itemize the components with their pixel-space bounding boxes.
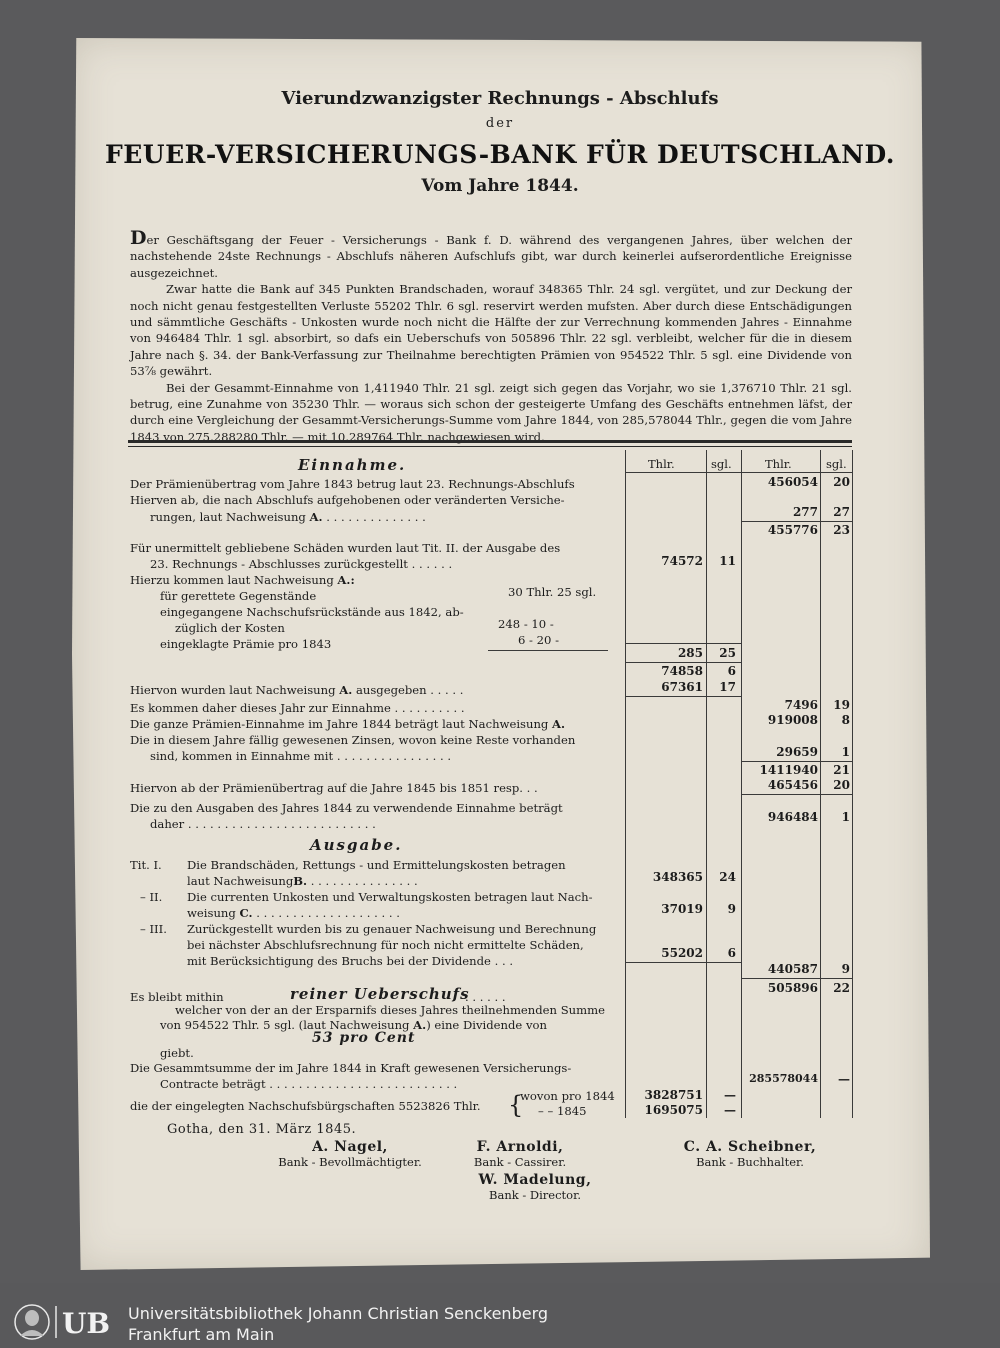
dots: . . . . . . (465, 990, 506, 1004)
nachschuss-1844-label: wovon pro 1844 (520, 1089, 615, 1103)
intro-paragraph-3: Bei der Gesammt-Einnahme von 1,411940 Thlr. 21 sgl. zeigt sich gegen das Vorjahr, wo sie 1,376710 Thlr. 21 sgl. betrug, eine Zunahme von 35230 Thlr. — woraus sich schon der gesteigerte Umfang des Geschäfts entnehmen läfst, der durch eine Vergleichung der Gesammt-Versicherungs-Summe vom Jahre 1844, von 285,578044 Thlr., gegen die vom Jahre 1843 von 275,288280 Thlr. — mit 10,289764 Thlr. nachgewiesen wird. (130, 380, 852, 444)
signature-madelung (445, 1172, 625, 1202)
signature-name: A. Nagel, (312, 1139, 388, 1155)
gesamt-row-2: Contracte beträgt . . . . . . . . . . . . . . . . . . . . . . . . . . (160, 1077, 458, 1091)
signature-role: Bank - Buchhalter. (696, 1155, 804, 1169)
ausgabe-tit-1a: Die Brandschäden, Rettungs - und Ermittelungskosten betragen (187, 858, 566, 872)
value: 1 (841, 810, 850, 824)
value: 6 (727, 664, 736, 678)
value: 1411940 (759, 763, 818, 777)
intro-paragraph-2: Zwar hatte die Bank auf 345 Punkten Brandschaden, worauf 348365 Thlr. 24 sgl. vergütet, und zur Deckung der noch nicht genau festgestellten Verluste 55202 Thlr. 6 sgl. reservirt werden mufsten. Aber durch diese Entschädigungen und sämmtliche Geschäfts - Unkosten wurde noch nicht die Hälfte der zur Verrechnung kommenden Jahres - Einnahme von 946484 Thlr. 1 sgl. absorbirt, so dafs ein Ueberschufs von 505896 Thlr. 22 sgl. verbleibt, welcher für die in diesem Jahre nach §. 34. der Bank-Verfassung zur Theilnahme berechtigten Prämien von 954522 Thlr. 5 sgl. eine Dividende von 53⅞ gewährt. (130, 282, 852, 379)
value: 22 (833, 981, 850, 995)
title-line-2: der (485, 116, 515, 131)
value: 285 (677, 646, 703, 660)
value: 19 (833, 698, 850, 712)
value: 465456 (767, 778, 818, 792)
value: 37019 (661, 902, 703, 916)
ueberschuss-row-1 (130, 990, 224, 1004)
einnahme-row-5 (130, 717, 565, 731)
signature-role: Bank - Director. (489, 1188, 581, 1202)
column-line (852, 450, 853, 1118)
value: 27 (833, 505, 850, 519)
sum-line (625, 696, 741, 697)
value: 9 (841, 962, 850, 976)
ref-a: A. (552, 717, 566, 731)
brace: { (508, 1091, 524, 1119)
einnahme-row-2a: Für unermittelt gebliebene Schäden wurden laut Tit. II. der Ausgabe des (130, 541, 561, 555)
einnahme-row-2e: eingegangene Nachschufsrückstände aus 1842, ab- (160, 605, 464, 619)
col-header-thlr-1: Thlr. (648, 457, 675, 471)
value: 277 (792, 505, 818, 519)
value: 3828751 (644, 1088, 703, 1102)
column-line (706, 450, 707, 1118)
value: 919008 (767, 713, 818, 727)
value: 456054 (767, 475, 818, 489)
intro-paragraph-1 (130, 227, 852, 281)
einnahme-row-2d-value: 30 Thlr. 25 sgl. (508, 585, 597, 599)
value: 74572 (661, 554, 703, 568)
intro-text (130, 227, 852, 445)
sum-line (741, 521, 852, 522)
signature-role: Bank - Cassirer. (473, 1155, 567, 1169)
signature-name: C. A. Scheibner, (683, 1139, 817, 1155)
einnahme-row-7: Hiervon ab der Prämienübertrag auf die Jahre 1845 bis 1851 resp. . . (130, 781, 538, 795)
title-bank-name: FEUER-VERSICHERUNGS-BANK FÜR DEUTSCHLAND. (104, 140, 896, 169)
ausgabe-tit-2-label: – II. (140, 890, 163, 904)
value: — (724, 1103, 736, 1117)
einnahme-row-4: Es kommen daher dieses Jahr zur Einnahme . . . . . . . . . . (130, 701, 465, 715)
ausgabe-tit-1b: laut NachweisungB. . . . . . . . . . . . . . . . (187, 874, 418, 888)
sum-line (625, 662, 741, 663)
value: 1695075 (644, 1103, 703, 1117)
gesamt-row-2-text: Contracte beträgt (160, 1077, 266, 1091)
einnahme-row-8b: daher . . . . . . . . . . . . . . . . . . . . . . . . . . (150, 817, 376, 831)
ausgabe-tit-3c-text: mit Berücksichtigung des Bruchs bei der Dividende (187, 954, 491, 968)
ub-logo-text: UB (62, 1307, 111, 1340)
ueberschuss-row-3-tail: ) eine Dividende von (426, 1018, 547, 1032)
intro-p1-text: er Geschäftsgang der Feuer - Versicherungs - Bank f. D. während des vergangenen Jahres, über welchen der nachstehende 24ste Rechnungs - Abschlufs näheren Aufschlufs gibt, war durch keinerlei aufserordentliche Ereignisse ausgezeichnet. (130, 233, 852, 280)
einnahme-row-2g: eingeklagte Prämie pro 1843 (160, 637, 332, 651)
value: 1 (841, 745, 850, 759)
title-year: Vom Jahre 1844. (421, 176, 579, 196)
einnahme-row-7-text: Hiervon ab der Prämienübertrag auf die Jahre 1845 bis 1851 resp. (130, 781, 523, 795)
dividend-percent: 53 pro Cent (312, 1030, 416, 1046)
ub-logo-icon (12, 1302, 122, 1342)
einnahme-row-3: Hiervon wurden laut Nachweisung A. ausgegeben . . . . . (130, 683, 464, 697)
ausgabe-tit-3c: mit Berücksichtigung des Bruchs bei der Dividende . . . (187, 954, 514, 968)
nachschuss-1845-label: – – 1845 (538, 1104, 587, 1118)
ueberschuss-row-3-text: von 954522 Thlr. 5 sgl. (laut Nachweisung (160, 1018, 410, 1032)
value: 946484 (767, 810, 818, 824)
einnahme-row-2d: für gerettete Gegenstände (160, 589, 317, 603)
einnahme-row-6b: sind, kommen in Einnahme mit . . . . . . . . . . . . . . . . (150, 749, 452, 763)
einnahme-row-2c (130, 573, 355, 587)
section-divider-thin (128, 446, 852, 447)
einnahme-row-2f-value: 248 - 10 - (498, 617, 554, 631)
col-header-sgl-1: sgl. (711, 457, 732, 471)
einnahme-row-2g-value: 6 - 20 - (518, 633, 560, 647)
einnahme-row-3-tail: ausgegeben (355, 683, 427, 697)
sum-line (625, 643, 741, 644)
einnahme-row-1c-text: rungen, laut Nachweisung (150, 510, 306, 524)
ausgabe-tit-2a: Die currenten Unkosten und Verwaltungskosten betragen laut Nach- (187, 890, 593, 904)
einnahme-row-2f: züglich der Kosten (175, 621, 285, 635)
value: 6 (727, 946, 736, 960)
value: 7496 (784, 698, 818, 712)
ref-a: A.: (337, 573, 355, 587)
gesamt-row-1: Die Gesammtsumme der im Jahre 1844 in Kraft gewesenen Versicherungs- (130, 1061, 572, 1075)
ausgabe-tit-2b-text: weisung (187, 906, 236, 920)
ausgabe-tit-1b-text: laut Nachweisung (187, 874, 294, 888)
signature-name: W. Madelung, (478, 1172, 592, 1188)
value: 24 (719, 870, 736, 884)
signature-role: Bank - Bevollmächtigter. (278, 1155, 422, 1169)
title-line-1: Vierundzwanzigster Rechnungs - Abschlufs (281, 88, 719, 109)
einnahme-row-6a: Die in diesem Jahre fällig gewesenen Zinsen, wovon keine Reste vorhanden (130, 733, 576, 747)
ausgabe-heading: Ausgabe. (310, 836, 403, 854)
value: 25 (719, 646, 736, 660)
einnahme-row-8a: Die zu den Ausgaben des Jahres 1844 zu verwendende Einnahme beträgt (130, 801, 563, 815)
value: — (724, 1088, 736, 1102)
einnahme-row-6b-text: sind, kommen in Einnahme mit (150, 749, 334, 763)
sum-line (741, 761, 852, 762)
einnahme-row-1c: rungen, laut Nachweisung A. . . . . . . . . . . . . . . (150, 510, 426, 524)
ueberschuss-label: Es bleibt mithin (130, 990, 224, 1004)
sum-line (625, 962, 741, 963)
ueberschuss-row-5: giebt. (160, 1046, 194, 1060)
signature-name: F. Arnoldi, (476, 1139, 564, 1155)
value: 285578044 (749, 1072, 818, 1085)
value: 17 (719, 680, 736, 694)
signature-nagel (255, 1139, 445, 1169)
value: 440587 (767, 962, 818, 976)
section-divider (128, 440, 852, 443)
einnahme-row-2c-text: Hierzu kommen laut Nachweisung (130, 573, 334, 587)
signature-scheibner (650, 1139, 850, 1169)
ref-b: B. (293, 874, 308, 888)
place-date: Gotha, den 31. März 1845. (167, 1122, 357, 1137)
ausgabe-tit-2b: weisung C. . . . . . . . . . . . . . . . . . . . . (187, 906, 400, 920)
value: 11 (719, 554, 736, 568)
einnahme-row-5-text: Die ganze Prämien-Einnahme im Jahre 1844 beträgt laut Nachweisung (130, 717, 549, 731)
ref-a: A. (339, 683, 353, 697)
einnahme-row-2b-text: 23. Rechnungs - Abschlusses zurückgestellt (150, 557, 408, 571)
library-name: Universitätsbibliothek Johann Christian Senckenberg (128, 1304, 549, 1323)
sum-line (741, 794, 852, 795)
signature-arnoldi (445, 1139, 595, 1169)
value: 23 (833, 523, 850, 537)
nachschuss-row: die der eingelegten Nachschufsbürgschaften 5523826 Thlr. (130, 1099, 481, 1113)
sum-line (741, 978, 852, 979)
value: 29659 (776, 745, 818, 759)
ref-c: C. (239, 906, 253, 920)
einnahme-heading: Einnahme. (298, 456, 407, 474)
subtotal-line (488, 650, 608, 651)
ueberschuss-title: reiner Ueberschufs (290, 985, 470, 1003)
einnahme-row-3-text: Hiervon wurden laut Nachweisung (130, 683, 336, 697)
value: 20 (833, 778, 850, 792)
ref-a: A. (309, 510, 323, 524)
col-header-thlr-2: Thlr. (765, 457, 792, 471)
value: 67361 (661, 680, 703, 694)
value: 74858 (661, 664, 703, 678)
value: 8 (841, 713, 850, 727)
ueberschuss-row-2: welcher von der an der Ersparnifs dieses Jahres theilnehmenden Summe (175, 1003, 605, 1017)
value: 505896 (767, 981, 818, 995)
col-header-sgl-2: sgl. (826, 457, 847, 471)
value: — (838, 1072, 850, 1086)
value: 21 (833, 763, 850, 777)
column-line (625, 450, 626, 1118)
value: 55202 (661, 946, 703, 960)
ref-a: A. (413, 1018, 427, 1032)
ub-logo (12, 1302, 122, 1342)
dropcap: D (130, 227, 147, 249)
header-underline (625, 472, 852, 473)
ausgabe-tit-3b: bei nächster Abschlufsrechnung für noch nicht ermittelte Schäden, (187, 938, 584, 952)
einnahme-row-1b: Hierven ab, die nach Abschlufs aufgehobenen oder veränderten Versiche- (130, 493, 565, 507)
einnahme-row-1a: Der Prämienübertrag vom Jahre 1843 betrug laut 23. Rechnungs-Abschlufs (130, 477, 575, 491)
value: 455776 (767, 523, 818, 537)
library-city: Frankfurt am Main (128, 1325, 275, 1344)
einnahme-row-2b: 23. Rechnungs - Abschlusses zurückgestellt . . . . . . (150, 557, 453, 571)
einnahme-row-8b-text: daher (150, 817, 185, 831)
einnahme-row-4-text: Es kommen daher dieses Jahr zur Einnahme (130, 701, 391, 715)
ausgabe-tit-1-label: Tit. I. (130, 858, 162, 872)
ausgabe-tit-3a: Zurückgestellt wurden bis zu genauer Nachweisung und Berechnung (187, 922, 597, 936)
value: 20 (833, 475, 850, 489)
value: 9 (727, 902, 736, 916)
ausgabe-tit-3-label: – III. (140, 922, 167, 936)
value: 348365 (652, 870, 703, 884)
